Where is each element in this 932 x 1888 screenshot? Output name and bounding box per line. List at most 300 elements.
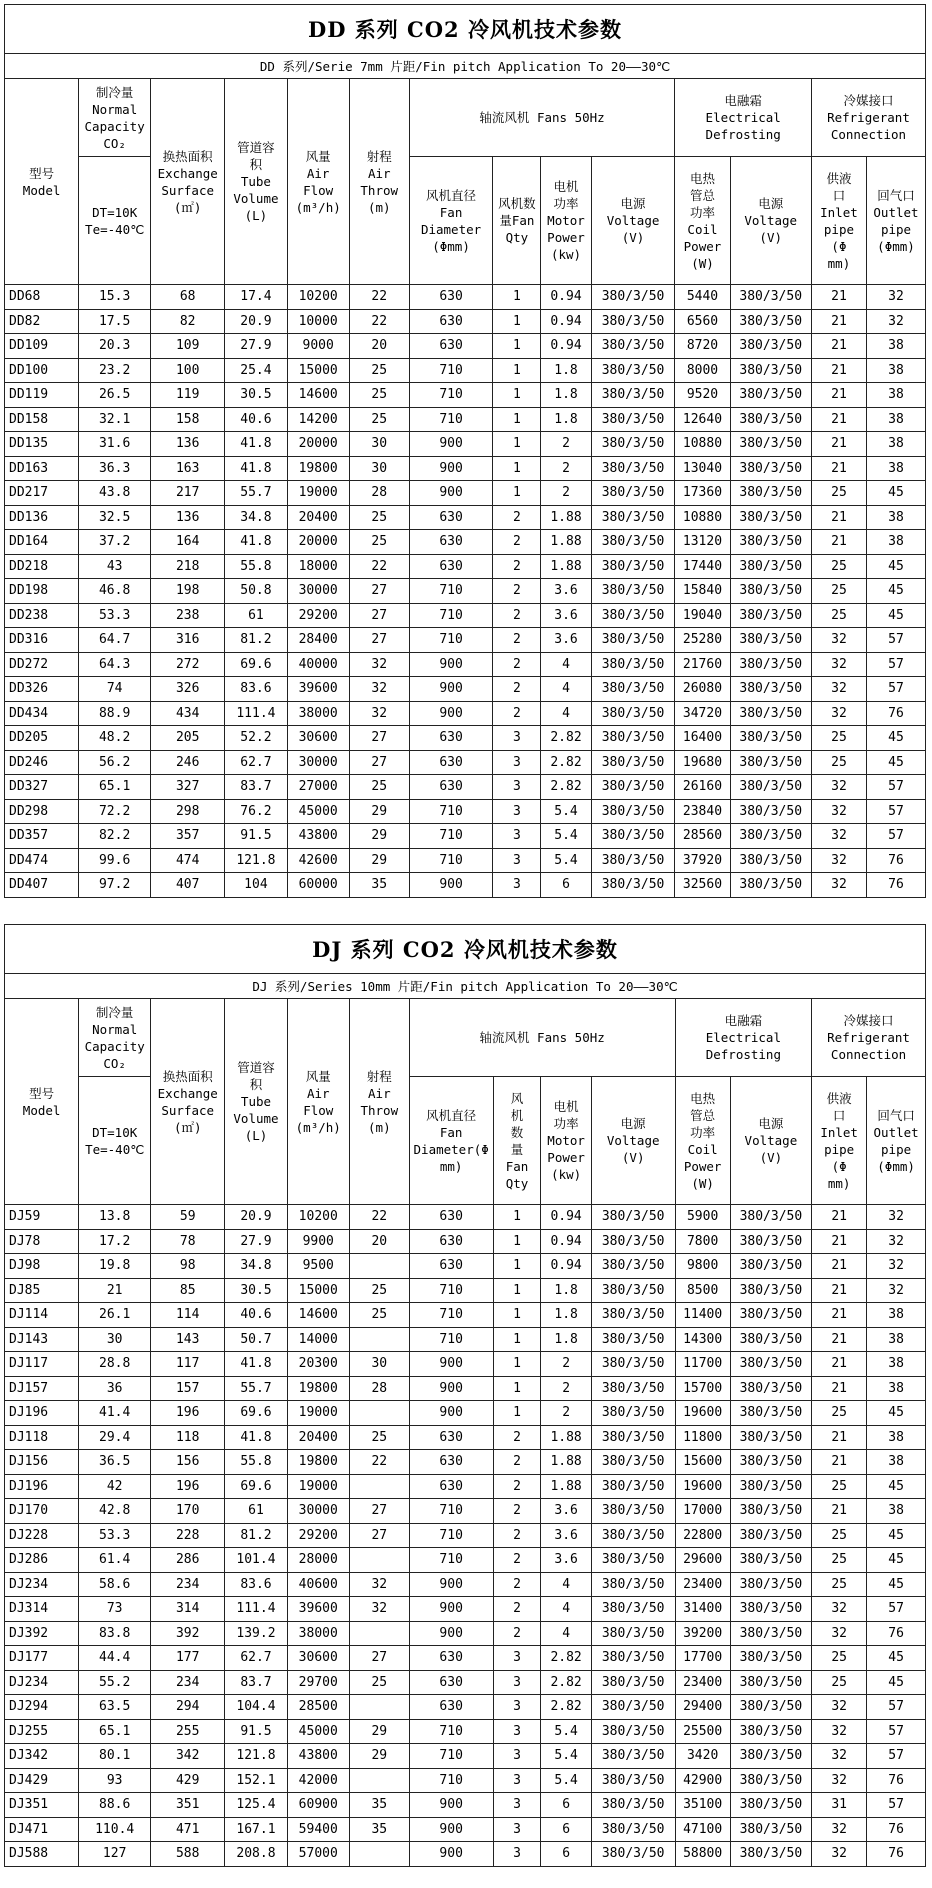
cell-throw: 22 <box>349 1205 409 1230</box>
cell-capacity: 28.8 <box>79 1352 151 1377</box>
cell-outlet-pipe: 57 <box>867 1597 926 1622</box>
cell-surface: 85 <box>151 1278 225 1303</box>
cell-airflow: 14000 <box>287 1327 349 1352</box>
cell-fan-voltage: 380/3/50 <box>591 1597 675 1622</box>
cell-fan-voltage: 380/3/50 <box>591 505 675 530</box>
cell-defrost-voltage: 380/3/50 <box>730 1229 811 1254</box>
cell-capacity: 61.4 <box>79 1548 151 1573</box>
cell-model: DJ196 <box>5 1401 79 1426</box>
cell-fan-diameter: 900 <box>409 1842 493 1867</box>
cell-surface: 170 <box>151 1499 225 1524</box>
header-fan-qty: 风机数 量Fan Qty <box>493 157 541 285</box>
cell-model: DD119 <box>5 383 79 408</box>
cell-airflow: 40000 <box>287 652 349 677</box>
cell-fan-diameter: 900 <box>409 1376 493 1401</box>
cell-fan-qty: 1 <box>493 285 541 310</box>
cell-fan-voltage: 380/3/50 <box>591 285 675 310</box>
cell-fan-qty: 2 <box>493 579 541 604</box>
cell-coil-power: 26080 <box>675 677 730 702</box>
table-row <box>5 1793 926 1818</box>
cell-inlet-pipe: 32 <box>811 799 866 824</box>
cell-throw: 22 <box>349 285 409 310</box>
cell-motor-power: 1.8 <box>541 1303 591 1328</box>
cell-throw: 27 <box>349 1499 409 1524</box>
cell-fan-diameter: 630 <box>409 726 493 751</box>
cell-volume: 61 <box>225 1499 287 1524</box>
cell-motor-power: 1.8 <box>541 358 591 383</box>
cell-surface: 228 <box>151 1523 225 1548</box>
cell-outlet-pipe: 76 <box>867 1621 926 1646</box>
cell-fan-voltage: 380/3/50 <box>591 652 675 677</box>
cell-capacity: 65.1 <box>79 1719 151 1744</box>
cell-coil-power: 11800 <box>675 1425 730 1450</box>
cell-motor-power: 6 <box>541 873 591 898</box>
cell-fan-voltage: 380/3/50 <box>591 1401 675 1426</box>
cell-outlet-pipe: 38 <box>867 1303 926 1328</box>
cell-throw: 30 <box>349 456 409 481</box>
header-fan-voltage: 电源 Voltage (V) <box>591 157 675 285</box>
cell-volume: 41.8 <box>225 456 287 481</box>
cell-inlet-pipe: 21 <box>812 1352 867 1377</box>
cell-fan-voltage: 380/3/50 <box>591 1744 675 1769</box>
cell-outlet-pipe: 38 <box>867 1376 926 1401</box>
cell-volume: 55.7 <box>225 1376 287 1401</box>
cell-fan-diameter: 630 <box>409 1646 493 1671</box>
cell-volume: 83.6 <box>225 1572 287 1597</box>
cell-motor-power: 0.94 <box>541 309 591 334</box>
cell-outlet-pipe: 45 <box>867 1670 926 1695</box>
cell-throw: 30 <box>349 432 409 457</box>
cell-airflow: 45000 <box>287 1719 349 1744</box>
cell-motor-power: 1.8 <box>541 1327 591 1352</box>
cell-defrost-voltage: 380/3/50 <box>730 1817 811 1842</box>
cell-model: DD272 <box>5 652 79 677</box>
cell-surface: 474 <box>151 848 225 873</box>
cell-volume: 20.9 <box>225 1205 287 1230</box>
cell-fan-voltage: 380/3/50 <box>591 603 675 628</box>
cell-defrost-voltage: 380/3/50 <box>730 1425 811 1450</box>
cell-fan-diameter: 710 <box>409 824 493 849</box>
cell-coil-power: 58800 <box>675 1842 730 1867</box>
cell-defrost-voltage: 380/3/50 <box>730 1719 811 1744</box>
table-row <box>5 1450 926 1475</box>
cell-capacity: 26.5 <box>79 383 151 408</box>
cell-outlet-pipe: 38 <box>867 1425 926 1450</box>
cell-fan-qty: 2 <box>493 1474 541 1499</box>
cell-throw <box>349 1474 409 1499</box>
cell-fan-qty: 1 <box>493 1254 541 1279</box>
cell-surface: 157 <box>151 1376 225 1401</box>
cell-throw: 32 <box>349 1597 409 1622</box>
cell-outlet-pipe: 45 <box>867 1572 926 1597</box>
cell-inlet-pipe: 21 <box>811 285 866 310</box>
cell-model: DJ234 <box>5 1670 79 1695</box>
cell-model: DD316 <box>5 628 79 653</box>
cell-throw: 27 <box>349 628 409 653</box>
table-row <box>5 456 926 481</box>
cell-motor-power: 0.94 <box>541 1205 591 1230</box>
cell-surface: 198 <box>151 579 225 604</box>
cell-surface: 118 <box>151 1425 225 1450</box>
cell-fan-voltage: 380/3/50 <box>591 628 675 653</box>
cell-motor-power: 1.8 <box>541 383 591 408</box>
cell-fan-voltage: 380/3/50 <box>591 530 675 555</box>
cell-surface: 246 <box>151 750 225 775</box>
cell-volume: 30.5 <box>225 1278 287 1303</box>
cell-fan-qty: 3 <box>493 775 541 800</box>
cell-outlet-pipe: 45 <box>866 481 925 506</box>
cell-capacity: 46.8 <box>79 579 151 604</box>
cell-defrost-voltage: 380/3/50 <box>730 1670 811 1695</box>
cell-defrost-voltage: 380/3/50 <box>730 1205 811 1230</box>
cell-airflow: 57000 <box>287 1842 349 1867</box>
cell-throw: 25 <box>349 1278 409 1303</box>
table-row <box>5 628 926 653</box>
cell-coil-power: 47100 <box>675 1817 730 1842</box>
cell-volume: 111.4 <box>225 1597 287 1622</box>
cell-volume: 41.8 <box>225 530 287 555</box>
header-refrigerant-group: 冷媒接口 Refrigerant Connection <box>812 999 926 1077</box>
cell-outlet-pipe: 45 <box>866 726 925 751</box>
cell-motor-power: 0.94 <box>541 1229 591 1254</box>
cell-fan-qty: 1 <box>493 1205 541 1230</box>
cell-capacity: 42 <box>79 1474 151 1499</box>
cell-coil-power: 15840 <box>675 579 730 604</box>
cell-coil-power: 17360 <box>675 481 730 506</box>
cell-volume: 17.4 <box>225 285 287 310</box>
cell-fan-diameter: 710 <box>409 1768 493 1793</box>
cell-outlet-pipe: 38 <box>866 505 925 530</box>
cell-outlet-pipe: 76 <box>866 701 925 726</box>
table-row <box>5 652 926 677</box>
cell-throw: 27 <box>349 750 409 775</box>
cell-inlet-pipe: 21 <box>811 505 866 530</box>
cell-coil-power: 17440 <box>675 554 730 579</box>
dj-spec-table-block <box>4 924 926 1867</box>
cell-motor-power: 4 <box>541 701 591 726</box>
cell-fan-voltage: 380/3/50 <box>591 1670 675 1695</box>
cell-surface: 136 <box>151 432 225 457</box>
cell-capacity: 53.3 <box>79 1523 151 1548</box>
cell-defrost-voltage: 380/3/50 <box>730 309 811 334</box>
cell-coil-power: 8500 <box>675 1278 730 1303</box>
cell-capacity: 20.3 <box>79 334 151 359</box>
cell-volume: 30.5 <box>225 383 287 408</box>
cell-fan-diameter: 710 <box>409 628 493 653</box>
table-row <box>5 1695 926 1720</box>
cell-defrost-voltage: 380/3/50 <box>730 285 811 310</box>
cell-throw: 29 <box>349 1744 409 1769</box>
cell-throw: 25 <box>349 1425 409 1450</box>
cell-coil-power: 10880 <box>675 432 730 457</box>
cell-coil-power: 17700 <box>675 1646 730 1671</box>
table-row <box>5 1768 926 1793</box>
cell-fan-qty: 2 <box>493 1523 541 1548</box>
cell-defrost-voltage: 380/3/50 <box>730 1303 811 1328</box>
cell-coil-power: 19600 <box>675 1401 730 1426</box>
cell-model: DJ228 <box>5 1523 79 1548</box>
cell-fan-qty: 2 <box>493 1425 541 1450</box>
cell-volume: 50.8 <box>225 579 287 604</box>
cell-outlet-pipe: 45 <box>866 579 925 604</box>
cell-volume: 76.2 <box>225 799 287 824</box>
cell-model: DD298 <box>5 799 79 824</box>
cell-surface: 82 <box>151 309 225 334</box>
table-row <box>5 309 926 334</box>
cell-fan-voltage: 380/3/50 <box>591 1229 675 1254</box>
cell-coil-power: 28560 <box>675 824 730 849</box>
cell-capacity: 55.2 <box>79 1670 151 1695</box>
cell-defrost-voltage: 380/3/50 <box>730 1646 811 1671</box>
cell-volume: 139.2 <box>225 1621 287 1646</box>
cell-fan-diameter: 710 <box>409 358 493 383</box>
cell-motor-power: 1.88 <box>541 1474 591 1499</box>
cell-capacity: 42.8 <box>79 1499 151 1524</box>
cell-airflow: 39600 <box>287 1597 349 1622</box>
cell-coil-power: 13120 <box>675 530 730 555</box>
cell-inlet-pipe: 21 <box>812 1376 867 1401</box>
cell-inlet-pipe: 25 <box>811 554 866 579</box>
cell-inlet-pipe: 21 <box>812 1254 867 1279</box>
cell-fan-diameter: 630 <box>409 505 493 530</box>
cell-volume: 27.9 <box>225 334 287 359</box>
cell-fan-qty: 1 <box>493 1278 541 1303</box>
cell-airflow: 19800 <box>287 1376 349 1401</box>
cell-surface: 196 <box>151 1401 225 1426</box>
cell-fan-diameter: 710 <box>409 603 493 628</box>
cell-throw <box>349 1401 409 1426</box>
cell-model: DJ85 <box>5 1278 79 1303</box>
cell-defrost-voltage: 380/3/50 <box>730 1572 811 1597</box>
cell-volume: 69.6 <box>225 652 287 677</box>
cell-throw <box>349 1327 409 1352</box>
cell-capacity: 110.4 <box>79 1817 151 1842</box>
cell-fan-voltage: 380/3/50 <box>591 1205 675 1230</box>
cell-outlet-pipe: 32 <box>867 1254 926 1279</box>
cell-capacity: 41.4 <box>79 1401 151 1426</box>
cell-inlet-pipe: 32 <box>811 873 866 898</box>
cell-outlet-pipe: 38 <box>866 358 925 383</box>
cell-coil-power: 11400 <box>675 1303 730 1328</box>
cell-model: DJ471 <box>5 1817 79 1842</box>
cell-outlet-pipe: 57 <box>866 799 925 824</box>
cell-defrost-voltage: 380/3/50 <box>730 677 811 702</box>
cell-inlet-pipe: 21 <box>812 1229 867 1254</box>
cell-fan-voltage: 380/3/50 <box>591 750 675 775</box>
cell-model: DJ351 <box>5 1793 79 1818</box>
cell-inlet-pipe: 31 <box>812 1793 867 1818</box>
cell-motor-power: 3.6 <box>541 603 591 628</box>
cell-volume: 104 <box>225 873 287 898</box>
cell-defrost-voltage: 380/3/50 <box>730 358 811 383</box>
cell-defrost-voltage: 380/3/50 <box>730 1523 811 1548</box>
cell-motor-power: 1.88 <box>541 1450 591 1475</box>
cell-surface: 158 <box>151 407 225 432</box>
cell-fan-voltage: 380/3/50 <box>591 775 675 800</box>
cell-inlet-pipe: 21 <box>811 432 866 457</box>
cell-airflow: 20400 <box>287 505 349 530</box>
cell-airflow: 14600 <box>287 383 349 408</box>
cell-inlet-pipe: 32 <box>812 1719 867 1744</box>
header-surface: 换热面积 Exchange Surface (㎡) <box>151 999 225 1205</box>
table-row <box>5 775 926 800</box>
cell-fan-diameter: 900 <box>409 652 493 677</box>
cell-fan-voltage: 380/3/50 <box>591 407 675 432</box>
cell-volume: 40.6 <box>225 1303 287 1328</box>
cell-defrost-voltage: 380/3/50 <box>730 775 811 800</box>
cell-fan-qty: 1 <box>493 432 541 457</box>
cell-defrost-voltage: 380/3/50 <box>730 652 811 677</box>
table-row <box>5 407 926 432</box>
cell-inlet-pipe: 21 <box>811 456 866 481</box>
cell-defrost-voltage: 380/3/50 <box>730 456 811 481</box>
cell-fan-voltage: 380/3/50 <box>591 334 675 359</box>
cell-airflow: 30000 <box>287 750 349 775</box>
table-row <box>5 1278 926 1303</box>
cell-volume: 41.8 <box>225 432 287 457</box>
cell-surface: 326 <box>151 677 225 702</box>
cell-inlet-pipe: 21 <box>811 407 866 432</box>
cell-capacity: 23.2 <box>79 358 151 383</box>
cell-model: DJ59 <box>5 1205 79 1230</box>
cell-fan-diameter: 710 <box>409 1327 493 1352</box>
cell-inlet-pipe: 25 <box>812 1670 867 1695</box>
cell-airflow: 45000 <box>287 799 349 824</box>
cell-throw: 28 <box>349 481 409 506</box>
cell-fan-diameter: 630 <box>409 554 493 579</box>
cell-fan-voltage: 380/3/50 <box>591 579 675 604</box>
cell-throw: 29 <box>349 848 409 873</box>
cell-surface: 234 <box>151 1670 225 1695</box>
cell-fan-voltage: 380/3/50 <box>591 1548 675 1573</box>
cell-fan-qty: 1 <box>493 1229 541 1254</box>
cell-airflow: 28500 <box>287 1695 349 1720</box>
cell-fan-qty: 1 <box>493 358 541 383</box>
cell-motor-power: 5.4 <box>541 1768 591 1793</box>
header-airflow: 风量 Air Flow (m³/h) <box>287 999 349 1205</box>
cell-surface: 205 <box>151 726 225 751</box>
table-row <box>5 1621 926 1646</box>
cell-motor-power: 2 <box>541 1401 591 1426</box>
cell-airflow: 15000 <box>287 1278 349 1303</box>
cell-capacity: 19.8 <box>79 1254 151 1279</box>
cell-airflow: 28400 <box>287 628 349 653</box>
header-airflow: 风量 Air Flow (m³/h) <box>287 79 349 285</box>
cell-fan-voltage: 380/3/50 <box>591 456 675 481</box>
cell-capacity: 30 <box>79 1327 151 1352</box>
header-defrost-voltage: 电源 Voltage (V) <box>730 1077 811 1205</box>
cell-capacity: 32.5 <box>79 505 151 530</box>
cell-surface: 117 <box>151 1352 225 1377</box>
cell-volume: 81.2 <box>225 1523 287 1548</box>
cell-fan-voltage: 380/3/50 <box>591 1719 675 1744</box>
cell-defrost-voltage: 380/3/50 <box>730 1474 811 1499</box>
cell-fan-voltage: 380/3/50 <box>591 726 675 751</box>
cell-outlet-pipe: 45 <box>867 1474 926 1499</box>
cell-fan-qty: 3 <box>493 1670 541 1695</box>
cell-motor-power: 0.94 <box>541 334 591 359</box>
table-row <box>5 1327 926 1352</box>
cell-fan-qty: 3 <box>493 1842 541 1867</box>
cell-volume: 111.4 <box>225 701 287 726</box>
cell-inlet-pipe: 25 <box>812 1523 867 1548</box>
cell-surface: 156 <box>151 1450 225 1475</box>
cell-outlet-pipe: 45 <box>867 1548 926 1573</box>
cell-throw: 35 <box>349 1817 409 1842</box>
cell-fan-diameter: 630 <box>409 1450 493 1475</box>
cell-motor-power: 3.6 <box>541 628 591 653</box>
cell-capacity: 17.5 <box>79 309 151 334</box>
header-fan-diameter: 风机直径 Fan Diameter (Φmm) <box>409 157 493 285</box>
cell-surface: 298 <box>151 799 225 824</box>
cell-surface: 59 <box>151 1205 225 1230</box>
cell-motor-power: 2.82 <box>541 1646 591 1671</box>
cell-surface: 357 <box>151 824 225 849</box>
cell-outlet-pipe: 76 <box>866 873 925 898</box>
cell-throw: 20 <box>349 1229 409 1254</box>
cell-model: DD205 <box>5 726 79 751</box>
cell-defrost-voltage: 380/3/50 <box>730 530 811 555</box>
cell-fan-qty: 2 <box>493 652 541 677</box>
header-motor-power: 电机 功率 Motor Power (kw) <box>541 157 591 285</box>
cell-coil-power: 25500 <box>675 1719 730 1744</box>
cell-airflow: 38000 <box>287 1621 349 1646</box>
cell-defrost-voltage: 380/3/50 <box>730 1254 811 1279</box>
cell-outlet-pipe: 32 <box>866 309 925 334</box>
cell-motor-power: 4 <box>541 1572 591 1597</box>
cell-inlet-pipe: 32 <box>811 848 866 873</box>
cell-inlet-pipe: 21 <box>812 1450 867 1475</box>
cell-motor-power: 2 <box>541 481 591 506</box>
table-row <box>5 750 926 775</box>
cell-capacity: 29.4 <box>79 1425 151 1450</box>
table-title: DJ 系列 CO2 冷风机技术参数 <box>5 925 926 974</box>
cell-coil-power: 23400 <box>675 1670 730 1695</box>
cell-model: DD474 <box>5 848 79 873</box>
cell-capacity: 43 <box>79 554 151 579</box>
cell-model: DD327 <box>5 775 79 800</box>
cell-fan-qty: 1 <box>493 1303 541 1328</box>
cell-outlet-pipe: 38 <box>867 1450 926 1475</box>
cell-defrost-voltage: 380/3/50 <box>730 1842 811 1867</box>
table-row <box>5 1744 926 1769</box>
cell-capacity: 53.3 <box>79 603 151 628</box>
cell-inlet-pipe: 32 <box>812 1597 867 1622</box>
cell-fan-qty: 1 <box>493 1352 541 1377</box>
cell-throw: 25 <box>349 505 409 530</box>
cell-surface: 109 <box>151 334 225 359</box>
cell-fan-voltage: 380/3/50 <box>591 554 675 579</box>
cell-outlet-pipe: 38 <box>866 383 925 408</box>
table-row <box>5 1229 926 1254</box>
cell-model: DJ429 <box>5 1768 79 1793</box>
table-row <box>5 726 926 751</box>
table-row <box>5 481 926 506</box>
cell-inlet-pipe: 32 <box>812 1768 867 1793</box>
cell-fan-voltage: 380/3/50 <box>591 1303 675 1328</box>
cell-fan-qty: 2 <box>493 1621 541 1646</box>
cell-throw: 25 <box>349 383 409 408</box>
cell-outlet-pipe: 57 <box>866 628 925 653</box>
cell-outlet-pipe: 57 <box>867 1695 926 1720</box>
cell-defrost-voltage: 380/3/50 <box>730 554 811 579</box>
cell-throw: 27 <box>349 1646 409 1671</box>
cell-fan-diameter: 710 <box>409 1719 493 1744</box>
cell-volume: 20.9 <box>225 309 287 334</box>
cell-capacity: 99.6 <box>79 848 151 873</box>
cell-coil-power: 15700 <box>675 1376 730 1401</box>
cell-fan-voltage: 380/3/50 <box>591 1842 675 1867</box>
